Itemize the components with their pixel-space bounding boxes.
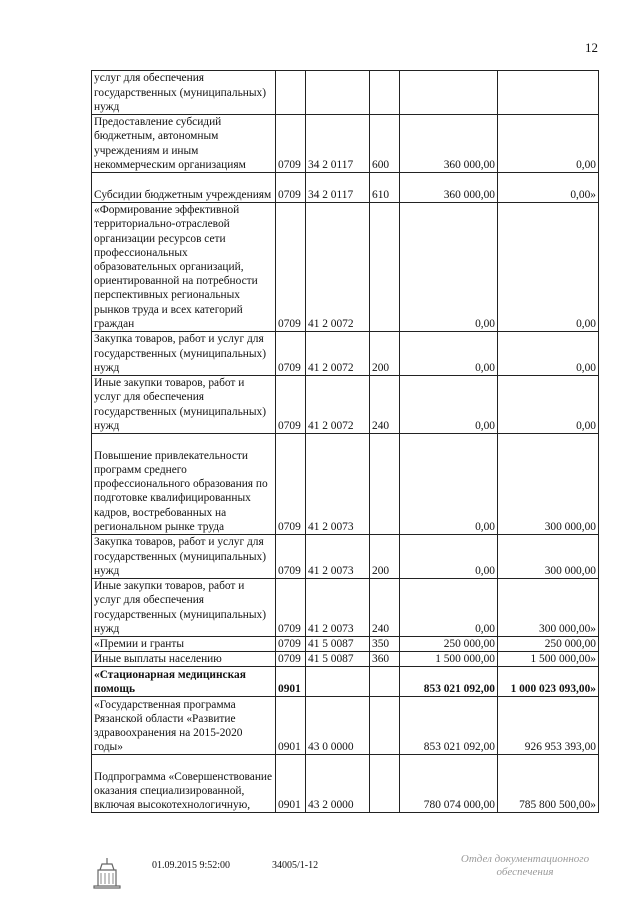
row-expense-type-cell	[370, 755, 400, 813]
row-section-code-cell: 0709	[276, 652, 306, 667]
row-section-code-cell: 0709	[276, 332, 306, 376]
row-section-code-cell: 0709	[276, 434, 306, 535]
table-row	[92, 579, 599, 637]
table-row	[92, 203, 599, 332]
row-expense-type-cell: 350	[370, 637, 400, 652]
row-expense-type-cell: 200	[370, 332, 400, 376]
table-row	[92, 755, 599, 813]
footer-datetime: 01.09.2015 9:52:00	[152, 860, 231, 871]
row-section-code-cell: 0901	[276, 667, 306, 697]
table-row	[92, 667, 599, 697]
row-expense-type-cell	[370, 434, 400, 535]
row-target-article-cell	[306, 667, 370, 697]
row-amount-year2-cell: 0,00	[498, 115, 599, 173]
row-expense-type-cell	[370, 697, 400, 755]
row-amount-year1-cell: 780 074 000,00	[400, 755, 498, 813]
table-row	[92, 434, 599, 535]
row-section-code-cell	[276, 71, 306, 115]
row-amount-year2-cell: 1 500 000,00»	[498, 652, 599, 667]
row-target-article-cell	[306, 71, 370, 115]
row-expense-type-cell: 240	[370, 376, 400, 434]
row-amount-year1-cell: 1 500 000,00	[400, 652, 498, 667]
row-name-cell: Предоставление субсидий бюджетным, автономным учреждениям и иным некоммерческим организациям	[92, 115, 276, 173]
row-section-code-cell: 0709	[276, 637, 306, 652]
table-row	[92, 71, 599, 115]
row-expense-type-cell: 360	[370, 652, 400, 667]
row-expense-type-cell	[370, 667, 400, 697]
row-amount-year2-cell: 0,00	[498, 332, 599, 376]
row-amount-year1-cell: 0,00	[400, 332, 498, 376]
row-amount-year1-cell: 360 000,00	[400, 115, 498, 173]
row-name-cell: «Формирование эффективной территориально-отраслевой организации ресурсов сети профессиональных образовательных организаций, ориентированной на потребности перспективных региональных рынков труда и всех категорий граждан	[92, 203, 276, 332]
row-section-code-cell: 0709	[276, 203, 306, 332]
row-amount-year2-cell: 785 800 500,00»	[498, 755, 599, 813]
row-expense-type-cell: 610	[370, 173, 400, 203]
table-row	[92, 332, 599, 376]
row-amount-year2-cell: 300 000,00»	[498, 579, 599, 637]
row-name-cell: Закупка товаров, работ и услуг для государственных (муниципальных) нужд	[92, 535, 276, 579]
row-amount-year2-cell: 0,00	[498, 203, 599, 332]
row-expense-type-cell	[370, 203, 400, 332]
row-name-cell: Иные выплаты населению	[92, 652, 276, 667]
row-name-cell: «Стационарная медицинская помощь	[92, 667, 276, 697]
row-amount-year2-cell: 250 000,00	[498, 637, 599, 652]
row-amount-year1-cell: 0,00	[400, 203, 498, 332]
row-amount-year1-cell: 0,00	[400, 434, 498, 535]
row-section-code-cell: 0901	[276, 755, 306, 813]
row-name-cell: услуг для обеспечения государственных (муниципальных) нужд	[92, 71, 276, 115]
row-target-article-cell: 34 2 0117	[306, 173, 370, 203]
table-row	[92, 697, 599, 755]
row-amount-year1-cell: 250 000,00	[400, 637, 498, 652]
row-section-code-cell: 0709	[276, 579, 306, 637]
row-name-cell: «Премии и гранты	[92, 637, 276, 652]
table-row	[92, 637, 599, 652]
row-name-cell: Иные закупки товаров, работ и услуг для обеспечения государственных (муниципальных) нужд	[92, 376, 276, 434]
table-row	[92, 535, 599, 579]
row-expense-type-cell: 600	[370, 115, 400, 173]
row-target-article-cell: 34 2 0117	[306, 115, 370, 173]
row-amount-year1-cell: 853 021 092,00	[400, 667, 498, 697]
row-expense-type-cell: 200	[370, 535, 400, 579]
watermark-line-2: обеспечения	[496, 866, 554, 878]
row-name-cell: Иные закупки товаров, работ и услуг для обеспечения государственных (муниципальных) нужд	[92, 579, 276, 637]
row-target-article-cell: 41 2 0073	[306, 434, 370, 535]
table-row	[92, 652, 599, 667]
row-amount-year1-cell: 0,00	[400, 535, 498, 579]
table-row	[92, 115, 599, 173]
row-target-article-cell: 41 5 0087	[306, 652, 370, 667]
page-number: 12	[585, 40, 598, 55]
row-amount-year1-cell: 853 021 092,00	[400, 697, 498, 755]
row-target-article-cell: 41 2 0073	[306, 579, 370, 637]
row-section-code-cell: 0709	[276, 173, 306, 203]
row-amount-year1-cell: 360 000,00	[400, 173, 498, 203]
footer-doc-number: 34005/1-12	[272, 860, 319, 871]
row-name-cell: Подпрограмма «Совершенствование оказания специализированной, включая высокотехнологичную,	[92, 755, 276, 813]
row-target-article-cell: 43 2 0000	[306, 755, 370, 813]
row-amount-year2-cell: 0,00»	[498, 173, 599, 203]
row-amount-year1-cell: 0,00	[400, 579, 498, 637]
row-name-cell: «Государственная программа Рязанской области «Развитие здравоохранения на 2015-2020 годы»	[92, 697, 276, 755]
watermark-line-1: Отдел документационного	[460, 853, 590, 865]
row-amount-year2-cell: 300 000,00	[498, 434, 599, 535]
row-amount-year2-cell: 0,00	[498, 376, 599, 434]
row-section-code-cell: 0709	[276, 535, 306, 579]
row-amount-year2-cell: 926 953 393,00	[498, 697, 599, 755]
row-amount-year1-cell: 0,00	[400, 376, 498, 434]
row-amount-year2-cell	[498, 71, 599, 115]
row-target-article-cell: 41 2 0073	[306, 535, 370, 579]
building-logo-icon	[92, 856, 122, 890]
row-name-cell: Закупка товаров, работ и услуг для государственных (муниципальных) нужд	[92, 332, 276, 376]
row-name-cell: Повышение привлекательности программ среднего профессионального образования по подготовке квалифицированных кадров, востребованных на региональном рынке труда	[92, 434, 276, 535]
row-expense-type-cell	[370, 71, 400, 115]
table-row	[92, 376, 599, 434]
row-amount-year1-cell	[400, 71, 498, 115]
row-target-article-cell: 41 2 0072	[306, 376, 370, 434]
row-amount-year2-cell: 300 000,00	[498, 535, 599, 579]
budget-table	[91, 70, 599, 813]
row-expense-type-cell: 240	[370, 579, 400, 637]
budget-table-body	[92, 71, 599, 813]
row-target-article-cell: 43 0 0000	[306, 697, 370, 755]
row-section-code-cell: 0901	[276, 697, 306, 755]
row-section-code-cell: 0709	[276, 115, 306, 173]
department-watermark	[445, 853, 605, 879]
row-target-article-cell: 41 2 0072	[306, 332, 370, 376]
row-section-code-cell: 0709	[276, 376, 306, 434]
row-target-article-cell: 41 2 0072	[306, 203, 370, 332]
table-row	[92, 173, 599, 203]
row-amount-year2-cell: 1 000 023 093,00»	[498, 667, 599, 697]
row-name-cell: Субсидии бюджетным учреждениям	[92, 173, 276, 203]
row-target-article-cell: 41 5 0087	[306, 637, 370, 652]
